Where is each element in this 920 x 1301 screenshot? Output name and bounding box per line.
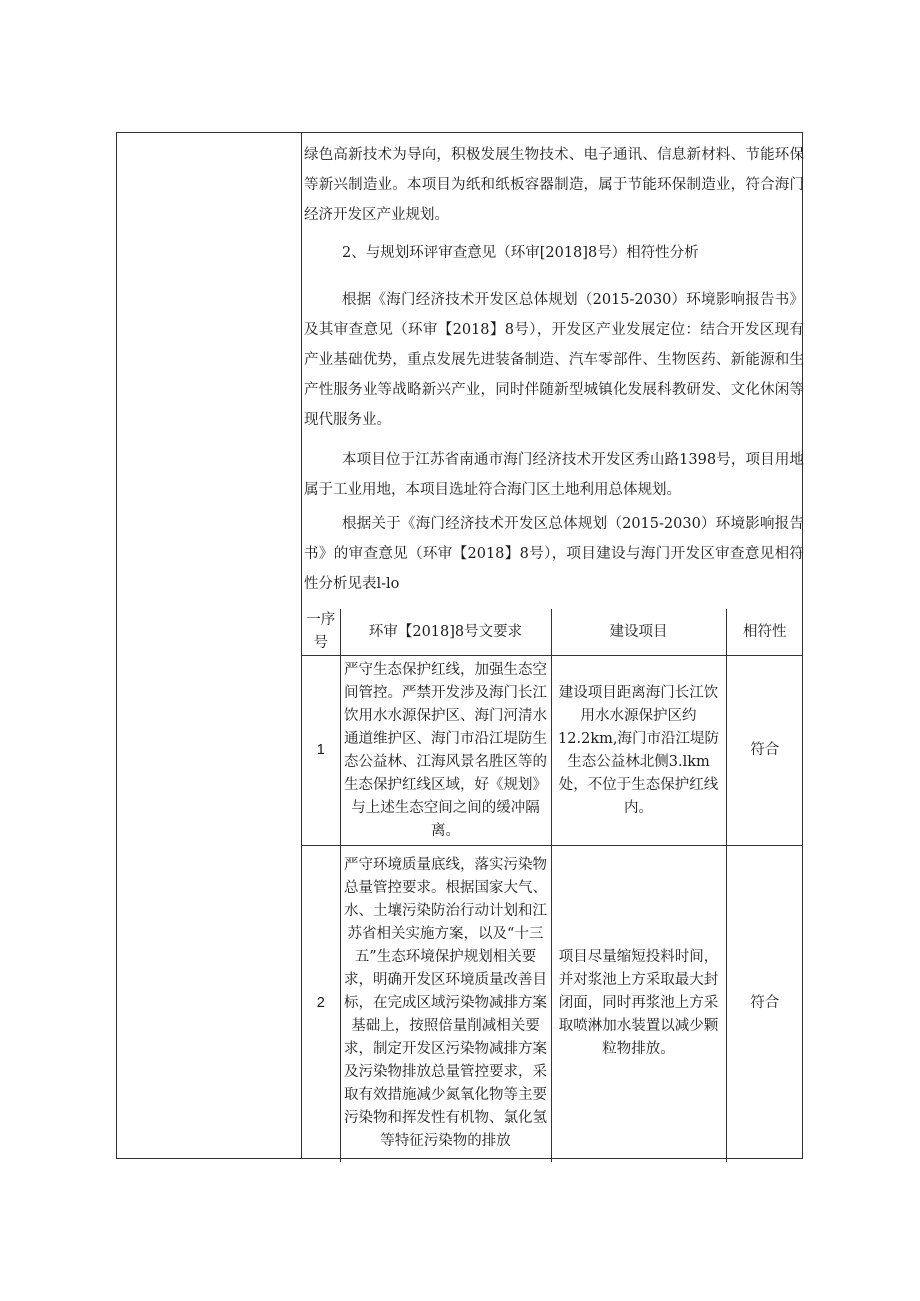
section-heading: 2、与规划环评审查意见（环审[2018]8号）相符性分析	[342, 245, 699, 261]
table-row	[302, 656, 803, 846]
table-header-row	[302, 609, 803, 656]
row-requirement: 严守环境质量底线，落实污染物总量管控要求。根据国家大气、水、土壤污染防治行动计划和江苏省相关实施方案，以及“十三五”生态环境保护规划相关要求，明确开发区环境质量改善目标，在完成区域污染物减排方案基础上，按照倍量削减相关要求，制定开发区污染物减排方案及污染物排放总量管控要求，采取有效措施减少氮氧化物等主要污染物和挥发性有机物、氯化氢等特征污染物的排放	[340, 846, 551, 1162]
paragraph-industry-orientation: 绿色高新技术为导向，积极发展生物技术、电子通讯、信息新材料、节能环保等新兴制造业。本项目为纸和纸板容器制造，属于节能环保制造业，符合海门经济开发区产业规划。	[304, 147, 804, 223]
row-compliance: 符合	[726, 846, 803, 1162]
content-cell	[302, 133, 802, 1158]
paragraph-project-location: 本项目位于江苏省南通市海门经济技术开发区秀山路1398号，项目用地属于工业用地，本项目选址符合海门区土地利用总体规划。	[304, 452, 804, 498]
paragraph-table-intro: 根据关于《海门经济技术开发区总体规划（2015-2030）环境影响报告书》的审查意见（环审【2018】8号），项目建设与海门开发区审查意见相符性分析见表l-lo	[304, 516, 804, 592]
row-project: 建设项目距离海门长江饮用水水源保护区约12.2km,海门市沿江堤防生态公益林北侧3.lkm处，不位于生态保护红线内。	[551, 656, 726, 846]
row-seq: 1	[302, 656, 340, 846]
row-seq: 2	[302, 846, 340, 1162]
table-row	[302, 846, 803, 1162]
header-project: 建设项目	[551, 609, 726, 656]
left-label-cell	[117, 133, 302, 1158]
row-requirement: 严守生态保护红线，加强生态空间管控。严禁开发涉及海门长江饮用水水源保护区、海门河清水通道维护区、海门市沿江堤防生态公益林、江海风景名胜区等的生态保护红线区域，好《规划》与上述生态空间之间的缓冲隔离。	[340, 656, 551, 846]
header-requirement: 环审【2018]8号文要求	[340, 609, 551, 656]
outer-table	[116, 132, 803, 1159]
row-project: 项目尽量缩短投料时间，并对浆池上方采取最大封闭面，同时再浆池上方采取喷淋加水装置以减少颗粒物排放。	[551, 846, 726, 1162]
compliance-table	[302, 609, 803, 1162]
header-seq: 一序号	[302, 609, 340, 656]
row-compliance: 符合	[726, 656, 803, 846]
header-compliance: 相符性	[726, 609, 803, 656]
paragraph-planning-review: 根据《海门经济技术开发区总体规划（2015-2030）环境影响报告书》及其审查意见（环审【2018】8号），开发区产业发展定位：结合开发区现有产业基础优势，重点发展先进装备制造、汽车零部件、生物医药、新能源和生产性服务业等战略新兴产业，同时伴随新型城镇化发展科教研发、文化休闲等现代服务业。	[304, 292, 804, 428]
